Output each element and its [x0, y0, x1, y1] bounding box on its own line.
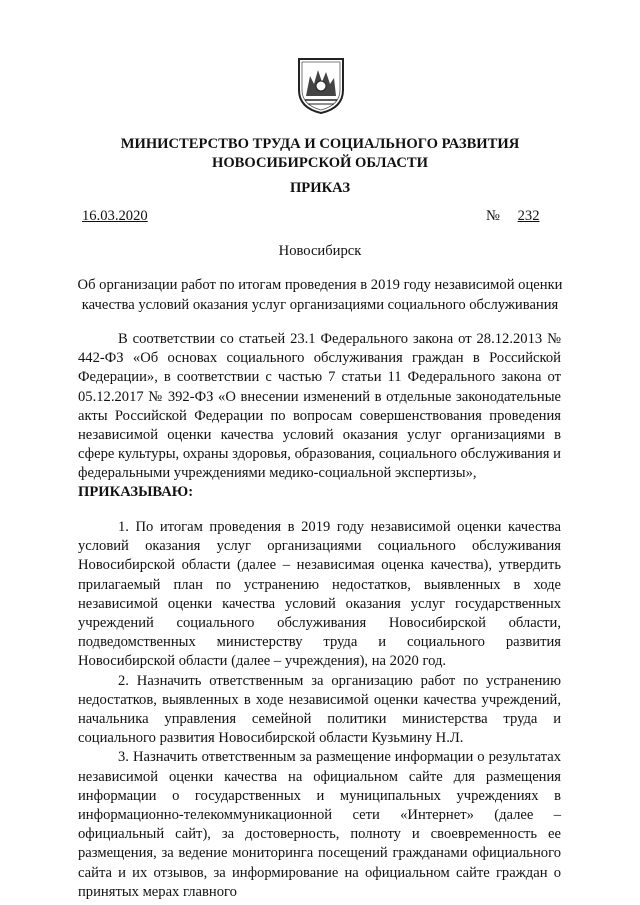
order-number-value: 232 [517, 208, 540, 224]
number-sign: № [486, 208, 500, 224]
order-date: 16.03.2020 [82, 208, 148, 224]
order-subject-line1: Об организации работ по итогам проведения в 2019 году независимой оценки [77, 277, 563, 293]
order-item-2: 2. Назначить ответственным за организацию работ по устранению недостатков, выявленных в ходе независимой оценки качества учреждений, начальника управления семейной политики министерства труда и социального развития Новосибирской области Кузьмину Н.Л. [78, 672, 561, 747]
order-items [78, 518, 561, 902]
order-subject-line2: качества условий оказания услуг организациями социального обслуживания [81, 296, 559, 313]
order-city: Новосибирск [278, 243, 362, 259]
order-title: ПРИКАЗ [289, 180, 351, 196]
ministry-heading-line2: НОВОСИБИРСКОЙ ОБЛАСТИ [211, 155, 428, 171]
order-number [486, 208, 539, 225]
order-subject [0, 276, 640, 315]
ministry-heading [0, 135, 640, 173]
novosibirsk-coat-of-arms-icon [296, 56, 346, 116]
order-item-3: 3. Назначить ответственным за размещение информации о результатах независимой оценки качества на официальном сайте для размещения информации о государственных и муниципальных учреждениях в информационно-телекоммуникационной сети «Интернет» (далее – официальный сайт), за достоверность, полноту и своевременность ее размещения, за ведение мониторинга посещений гражданами официального сайта и их отзывов, за информирование на официальном сайте граждан о принятых мерах главного [78, 749, 561, 900]
preamble-paragraph: В соответствии со статьей 23.1 Федерального закона от 28.12.2013 № 442-ФЗ «Об основах социального обслуживания граждан в Российской Федерации», в соответствии с частью 7 статьи 11 Федерального закона от 05.12.2017 № 392-ФЗ «О внесении изменений в отдельные законодательные акты Российской Федерации по вопросам совершенствования проведения независимой оценки качества условий оказания услуг организациями в сфере культуры, охраны здоровья, образования, социального обслуживания и федеральными учреждениями медико-социальной экспертизы», [78, 331, 561, 482]
decree-heading: ПРИКАЗЫВАЮ: [78, 484, 194, 500]
order-item-1: 1. По итогам проведения в 2019 году независимой оценки качества условий оказания услуг организациями социального обслуживания Новосибирской области (далее – независимая оценка качества), утвердить прилагаемый план по устранению недостатков, выявленных в ходе независимой оценки качества условий оказания услуг государственных учреждений социального обслуживания Новосибирской области, подведомственных министерству труда и социального развития Новосибирской области (далее – учреждения), на 2020 год. [78, 519, 561, 670]
ministry-heading-line1: МИНИСТЕРСТВО ТРУДА И СОЦИАЛЬНОГО РАЗВИТИЯ [120, 136, 520, 152]
